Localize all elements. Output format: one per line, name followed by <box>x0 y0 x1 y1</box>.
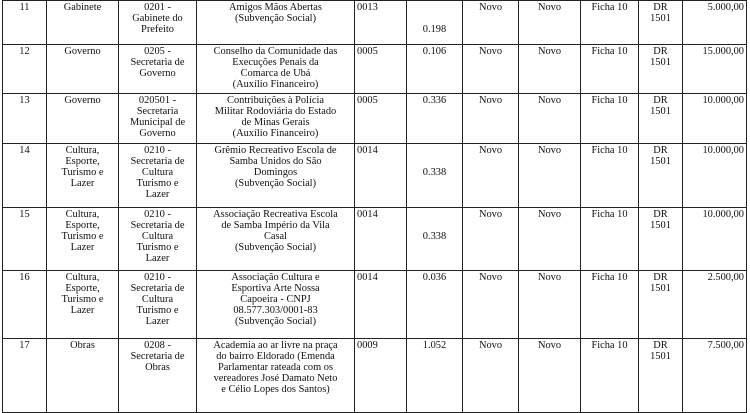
cell-line: Governo <box>139 128 176 139</box>
ficha-cell <box>581 208 639 271</box>
cell-line: (Subvenção Social) <box>234 13 317 24</box>
cell-text: Novo <box>537 2 562 13</box>
unit-cell <box>119 1 197 45</box>
cell-text: Novo <box>537 46 562 57</box>
entity-cell <box>197 45 355 94</box>
cell-line: Execuções Penais da <box>232 57 319 68</box>
cell-line: Lazer <box>70 178 95 189</box>
cell-text: Ficha 10 <box>591 46 628 57</box>
row-number-cell <box>3 94 47 144</box>
ficha-cell <box>581 144 639 208</box>
cell-text: Novo <box>478 2 503 13</box>
cell-line: Turismo e <box>61 294 104 305</box>
table-row <box>3 271 747 339</box>
cell-text: Novo <box>478 95 503 106</box>
cell-text: 14 <box>19 145 30 156</box>
cell-line: Associação Recreativa Escola <box>213 209 338 220</box>
unit-cell <box>119 45 197 94</box>
cell-line: DR <box>653 95 668 106</box>
value-cell <box>683 94 747 144</box>
cell-line: Prefeito <box>141 24 174 35</box>
cell-text: Novo <box>537 272 562 283</box>
value-cell <box>683 339 747 413</box>
cell-line: Cultura, <box>65 272 100 283</box>
code-cell <box>355 94 407 144</box>
code-cell <box>355 45 407 94</box>
cell-text: 5.000,00 <box>707 2 744 13</box>
sub-code-cell <box>407 339 463 413</box>
cell-line: de Samba Império da Vila <box>221 220 330 231</box>
code-cell <box>355 1 407 45</box>
cell-line: DR <box>653 340 668 351</box>
cell-line: 1501 <box>650 220 671 231</box>
cell-line: (Subvenção Social) <box>234 178 317 189</box>
cell-line: Lazer <box>70 242 95 253</box>
cell-line: DR <box>653 272 668 283</box>
cell-line: Cultura <box>141 294 174 305</box>
budget-table <box>2 0 747 413</box>
table-row <box>3 144 747 208</box>
cell-line: e Célio Lopes dos Santos) <box>221 384 330 395</box>
entity-cell <box>197 271 355 339</box>
cell-text: Ficha 10 <box>591 340 628 351</box>
cell-line: Turismo e <box>61 231 104 242</box>
table-row <box>3 339 747 413</box>
dr-cell <box>639 1 683 45</box>
cell-text: 15 <box>19 209 30 220</box>
cell-line: Cultura, <box>65 209 100 220</box>
cell-line: Secretaria de <box>130 57 185 68</box>
cell-line: 020501 - <box>138 95 177 106</box>
dr-cell <box>639 94 683 144</box>
status-cell <box>463 144 519 208</box>
cell-text: 10.000,00 <box>702 95 744 106</box>
cell-line: Governo <box>139 68 176 79</box>
cell-text: 0014 <box>357 209 378 220</box>
cell-text: Novo <box>537 209 562 220</box>
cell-line: Secretaria de <box>130 220 185 231</box>
status-cell <box>463 1 519 45</box>
row-number-cell <box>3 45 47 94</box>
dr-cell <box>639 208 683 271</box>
cell-line: (Subvenção Social) <box>234 242 317 253</box>
entity-cell <box>197 339 355 413</box>
cell-text: Ficha 10 <box>591 95 628 106</box>
cell-line: Turismo e <box>136 178 179 189</box>
area-cell <box>47 45 119 94</box>
cell-text: Novo <box>478 209 503 220</box>
value-cell <box>683 1 747 45</box>
cell-line: 0208 - <box>144 340 171 351</box>
ficha-cell <box>581 271 639 339</box>
cell-line: Turismo e <box>61 167 104 178</box>
area-cell <box>47 208 119 271</box>
status-cell <box>463 271 519 339</box>
cell-line: Casal <box>263 231 288 242</box>
sub-code-cell <box>407 271 463 339</box>
code-cell <box>355 144 407 208</box>
cell-text: 2.500,00 <box>707 272 744 283</box>
cell-text: Novo <box>478 145 503 156</box>
cell-text: Novo <box>478 272 503 283</box>
cell-text: 1.052 <box>422 340 447 351</box>
cell-line: Secretaria de <box>130 351 185 362</box>
dr-cell <box>639 144 683 208</box>
ficha-cell <box>581 339 639 413</box>
cell-line: Domingos <box>253 167 298 178</box>
cell-line: Secretaria de <box>130 283 185 294</box>
value-cell <box>683 271 747 339</box>
status-cell <box>463 208 519 271</box>
cell-text: 0.036 <box>422 272 447 283</box>
ficha-cell <box>581 45 639 94</box>
cell-text: 12 <box>19 46 30 57</box>
cell-line: (Auxílio Financeiro) <box>232 128 319 139</box>
cell-text: Novo <box>478 340 503 351</box>
dr-cell <box>639 271 683 339</box>
cell-line: DR <box>653 145 668 156</box>
cell-line: 1501 <box>650 351 671 362</box>
entity-cell <box>197 208 355 271</box>
sub-code-cell <box>407 144 463 208</box>
table-row <box>3 45 747 94</box>
cell-text: 0014 <box>357 145 378 156</box>
status-cell <box>519 45 581 94</box>
cell-line: 08.577.303/0001-83 <box>233 305 318 316</box>
status-cell <box>519 94 581 144</box>
cell-line: Governo <box>64 46 101 57</box>
cell-line: Capoeira - CNPJ <box>240 294 311 305</box>
cell-line: 1501 <box>650 57 671 68</box>
cell-line: Cultura <box>141 231 174 242</box>
cell-text: 13 <box>19 95 30 106</box>
cell-line: Turismo e <box>136 242 179 253</box>
cell-line: Samba Unidos do São <box>229 156 322 167</box>
cell-line: Esportiva Arte Nossa <box>231 283 320 294</box>
cell-line: Grêmio Recreativo Escola de <box>214 145 337 156</box>
cell-text: 0.338 <box>422 231 447 242</box>
area-cell <box>47 1 119 45</box>
unit-cell <box>119 144 197 208</box>
sub-code-cell <box>407 208 463 271</box>
cell-line: DR <box>653 2 668 13</box>
cell-text: Ficha 10 <box>591 272 628 283</box>
cell-line: 0210 - <box>144 145 171 156</box>
cell-text: Novo <box>537 95 562 106</box>
cell-text: 15.000,00 <box>702 46 744 57</box>
cell-line: Municipal de <box>129 117 186 128</box>
status-cell <box>519 271 581 339</box>
area-cell <box>47 339 119 413</box>
row-number-cell <box>3 271 47 339</box>
dr-cell <box>639 45 683 94</box>
cell-text: Novo <box>537 145 562 156</box>
cell-text: 11 <box>19 2 30 13</box>
cell-line: Esporte, <box>65 283 100 294</box>
cell-text: 10.000,00 <box>702 209 744 220</box>
cell-line: (Subvenção Social) <box>234 316 317 327</box>
table-row <box>3 94 747 144</box>
cell-text: 0005 <box>357 46 378 57</box>
cell-line: Esporte, <box>65 156 100 167</box>
cell-text: Novo <box>478 46 503 57</box>
cell-line: Lazer <box>145 189 170 200</box>
cell-line: Governo <box>64 95 101 106</box>
unit-cell <box>119 339 197 413</box>
row-number-cell <box>3 339 47 413</box>
row-number-cell <box>3 144 47 208</box>
cell-line: Lazer <box>145 253 170 264</box>
cell-line: 1501 <box>650 13 671 24</box>
cell-text: 0005 <box>357 95 378 106</box>
cell-line: vereadores José Damato Neto <box>213 373 338 384</box>
cell-text: 7.500,00 <box>707 340 744 351</box>
cell-text: 0009 <box>357 340 378 351</box>
code-cell <box>355 271 407 339</box>
code-cell <box>355 339 407 413</box>
table-row <box>3 208 747 271</box>
cell-text: Ficha 10 <box>591 145 628 156</box>
cell-line: (Auxílio Financeiro) <box>232 79 319 90</box>
status-cell <box>519 144 581 208</box>
cell-line: Associação Cultura e <box>231 272 320 283</box>
status-cell <box>463 339 519 413</box>
area-cell <box>47 144 119 208</box>
ficha-cell <box>581 1 639 45</box>
cell-text: 0014 <box>357 272 378 283</box>
status-cell <box>519 339 581 413</box>
entity-cell <box>197 1 355 45</box>
ficha-cell <box>581 94 639 144</box>
cell-text: Ficha 10 <box>591 2 628 13</box>
cell-line: Esporte, <box>65 220 100 231</box>
sub-code-cell <box>407 94 463 144</box>
entity-cell <box>197 144 355 208</box>
code-cell <box>355 208 407 271</box>
cell-line: Lazer <box>70 305 95 316</box>
cell-line: Parlamentar rateada com os <box>217 362 334 373</box>
cell-line: Academia ao ar livre na praça <box>213 340 338 351</box>
cell-text: Ficha 10 <box>591 209 628 220</box>
cell-line: 0210 - <box>144 272 171 283</box>
unit-cell <box>119 94 197 144</box>
cell-line: Cultura, <box>65 145 100 156</box>
table-row <box>3 1 747 45</box>
cell-line: 0205 - <box>144 46 171 57</box>
dr-cell <box>639 339 683 413</box>
cell-line: Cultura <box>141 167 174 178</box>
cell-line: Lazer <box>145 316 170 327</box>
cell-line: Contribuições à Polícia <box>227 95 324 106</box>
value-cell <box>683 45 747 94</box>
cell-line: Gabinete <box>63 2 102 13</box>
cell-line: Secretaria de <box>130 156 185 167</box>
row-number-cell <box>3 208 47 271</box>
cell-line: Comarca de Ubá <box>240 68 311 79</box>
area-cell <box>47 271 119 339</box>
cell-line: 0210 - <box>144 209 171 220</box>
cell-text: 0.198 <box>422 24 447 35</box>
cell-line: Gabinete do <box>132 13 183 24</box>
row-number-cell <box>3 1 47 45</box>
cell-text: 17 <box>19 340 30 351</box>
cell-text: 0.336 <box>422 95 447 106</box>
entity-cell <box>197 94 355 144</box>
cell-line: DR <box>653 46 668 57</box>
cell-text: 0.106 <box>422 46 447 57</box>
area-cell <box>47 94 119 144</box>
cell-line: Obras <box>70 340 95 351</box>
status-cell <box>519 1 581 45</box>
value-cell <box>683 208 747 271</box>
status-cell <box>463 45 519 94</box>
cell-line: DR <box>653 209 668 220</box>
cell-line: Militar Rodoviária do Estado <box>214 106 337 117</box>
cell-text: 0.338 <box>422 167 447 178</box>
cell-line: Amigos Mãos Abertas <box>229 2 322 13</box>
sub-code-cell <box>407 1 463 45</box>
cell-line: Obras <box>145 362 170 373</box>
cell-line: do bairro Eldorado (Emenda <box>216 351 335 362</box>
cell-line: 1501 <box>650 156 671 167</box>
status-cell <box>519 208 581 271</box>
cell-text: 0013 <box>357 2 378 13</box>
cell-text: 10.000,00 <box>702 145 744 156</box>
unit-cell <box>119 271 197 339</box>
table-body <box>3 1 747 413</box>
sub-code-cell <box>407 45 463 94</box>
cell-line: 0201 - <box>144 2 171 13</box>
cell-line: 1501 <box>650 283 671 294</box>
cell-line: Conselho da Comunidade das <box>213 46 338 57</box>
cell-line: Turismo e <box>136 305 179 316</box>
cell-line: de Minas Gerais <box>241 117 310 128</box>
cell-text: 16 <box>19 272 30 283</box>
cell-line: Secretaria <box>136 106 179 117</box>
value-cell <box>683 144 747 208</box>
unit-cell <box>119 208 197 271</box>
cell-line: 1501 <box>650 106 671 117</box>
cell-text: Novo <box>537 340 562 351</box>
status-cell <box>463 94 519 144</box>
